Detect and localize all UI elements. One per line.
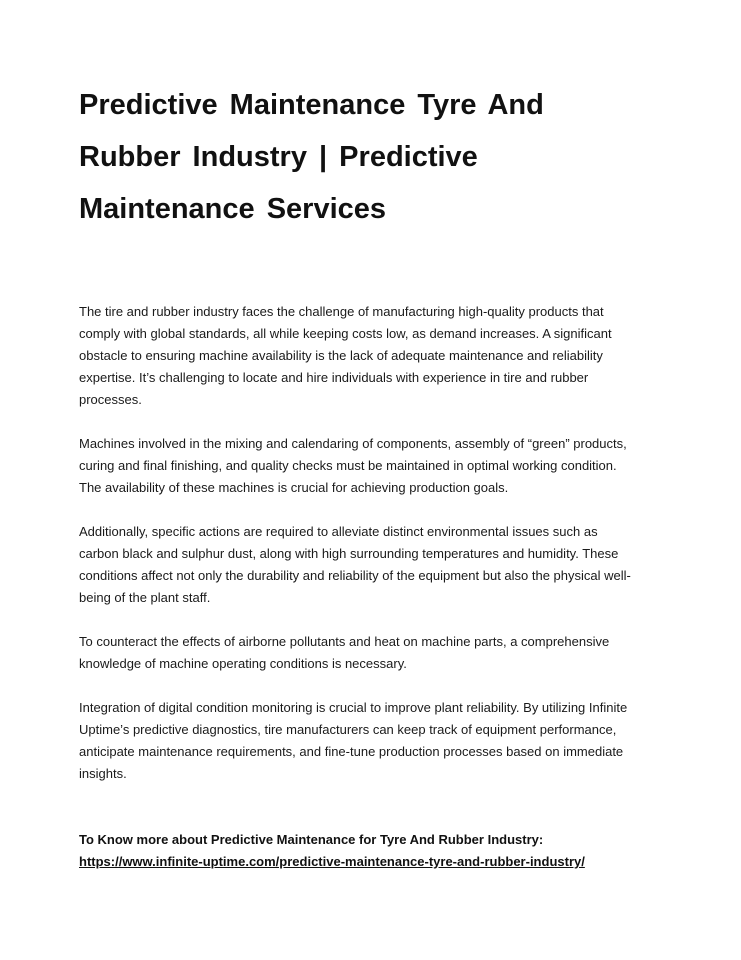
paragraph: To counteract the effects of airborne pollutants and heat on machine parts, a comprehensive knowledge of machine operating conditions is necessary. xyxy=(79,634,610,671)
document-body xyxy=(79,301,641,785)
paragraph: Additionally, specific actions are required to alleviate distinct environmental issues such as carbon black and sulphur dust, along with high surrounding temperatures and humidity. These conditions affect not only the durability and reliability of the equipment but also the physical well-being of the plant staff. xyxy=(79,524,631,605)
document-title: Predictive Maintenance Tyre And Rubber Industry | Predictive Maintenance Services xyxy=(79,89,544,225)
more-info-link[interactable]: https://www.infinite-uptime.com/predictive-maintenance-tyre-and-rubber-industry/ xyxy=(79,854,585,869)
paragraph: Machines involved in the mixing and calendaring of components, assembly of “green” products, curing and final finishing, and quality checks must be maintained in optimal working condition. The availability of these machines is crucial for achieving production goals. xyxy=(79,436,627,495)
paragraph: Integration of digital condition monitoring is crucial to improve plant reliability. By utilizing Infinite Uptime’s predictive diagnostics, tire manufacturers can keep track of equipment performance, anticipate maintenance requirements, and fine-tune production processes based on immediate insights. xyxy=(79,700,628,781)
more-info-section xyxy=(79,829,641,873)
more-info-label: To Know more about Predictive Maintenance for Tyre And Rubber Industry: xyxy=(79,832,544,847)
paragraph: The tire and rubber industry faces the challenge of manufacturing high-quality products that comply with global standards, all while keeping costs low, as demand increases. A significant obstacle to ensuring machine availability is the lack of adequate maintenance and reliability expertise. It’s challenging to locate and hire individuals with experience in tire and rubber processes. xyxy=(79,304,612,407)
